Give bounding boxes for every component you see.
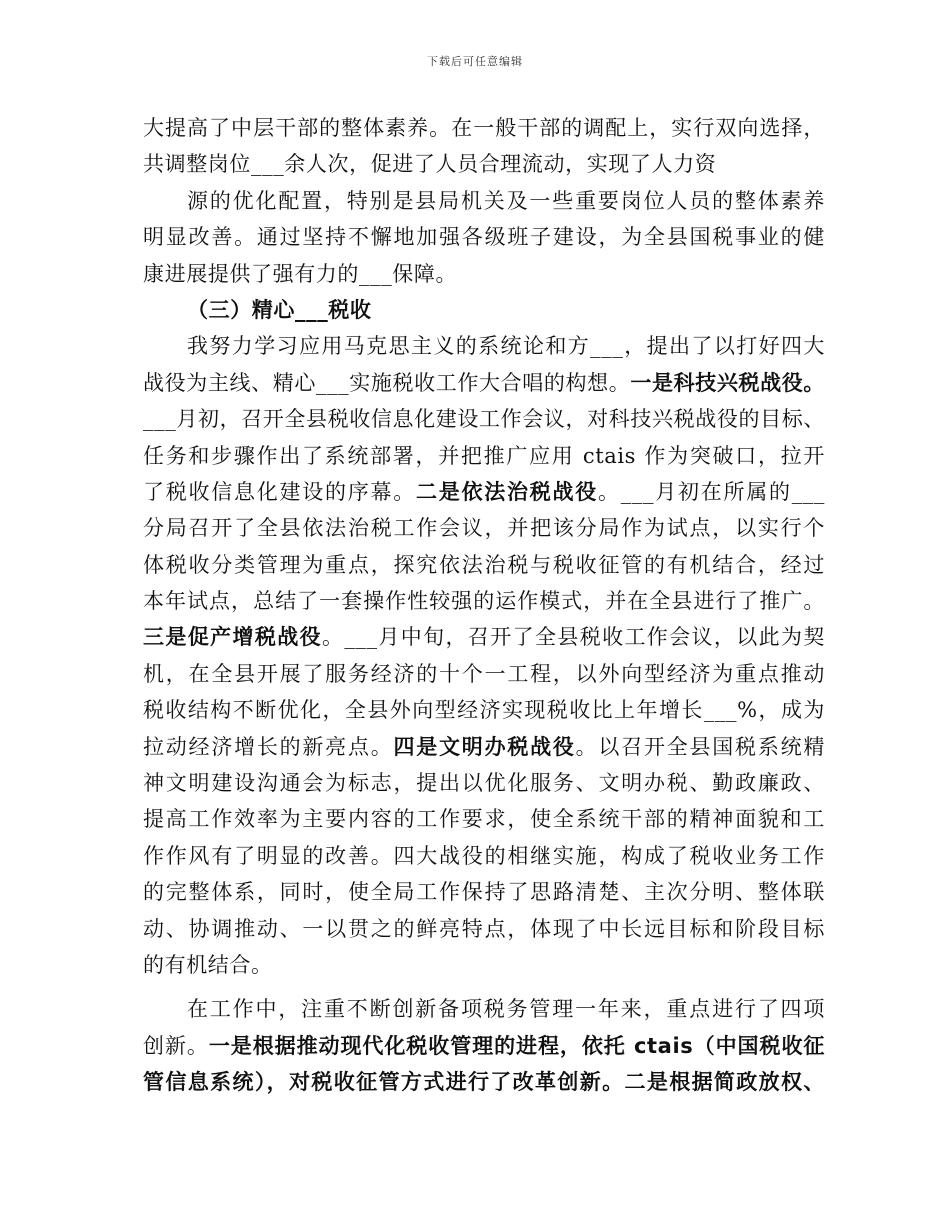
text-line (143, 619, 825, 655)
bold-text: 管信息系统），对税收征管方式进行了改革创新。二是根据简政放权、 (143, 1070, 825, 1095)
text-line: 任务和步骤作出了系统部署，并把推广应用 ctais 作为突破口，拉开 (143, 443, 825, 468)
text-line: 的完整体系，同时，使全局工作保持了思路清楚、主次分明、整体联 (143, 880, 825, 905)
paragraph-1 (143, 110, 825, 183)
text-line: 的有机结合。 (143, 952, 273, 977)
paragraph-4 (143, 991, 825, 1100)
text-line: 体税收分类管理为重点，探究依法治税与税收征管的有机结合，经过 (143, 552, 825, 577)
text-line: 税收结构不断优化，全县外向型经济实现税收比上年增长___%，成为 (143, 698, 825, 723)
text-line: 作作风有了明显的改善。四大战役的相继实施，构成了税收业务工作 (143, 843, 825, 868)
text-line: 神文明建设沟通会为标志，提出以优化服务、文明办税、勤政廉政、 (143, 771, 825, 796)
text-line (143, 1064, 825, 1100)
text-line (143, 1028, 825, 1064)
text-line: 提高工作效率为主要内容的工作要求，使全系统干部的精神面貌和工 (143, 807, 825, 832)
bold-text: 一是科技兴税战役。 (630, 370, 825, 395)
text-span: 。以召开全县国税系统精 (575, 734, 825, 759)
bold-text: 二是依法治税战役 (416, 479, 598, 504)
paragraph-gap (143, 983, 825, 991)
paragraph-2 (143, 183, 825, 292)
text-line (143, 474, 825, 510)
page-header: 下载后可任意编辑 (427, 55, 523, 68)
text-line: 本年试点，总结了一套操作性较强的运作模式，并在全县进行了推广。 (143, 589, 825, 614)
text-span: 拉动经济增长的新亮点。 (143, 734, 394, 759)
text-line: 源的优化配置，特别是县局机关及一些重要岗位人员的整体素养 (187, 188, 825, 213)
text-line: 分局召开了全县依法治税工作会议，并把该分局作为试点，以实行个 (143, 516, 825, 541)
text-line: 康进展提供了强有力的___保障。 (143, 261, 458, 286)
text-line: 明显改善。通过坚持不懈地加强各级班子建设，为全县国税事业的健 (143, 225, 825, 250)
text-span: 创新。 (143, 1033, 209, 1058)
text-line (143, 729, 825, 765)
text-span: 。___月初在所属的___ (598, 479, 825, 504)
bold-text: 三是促产增税战役 (143, 625, 322, 650)
text-line: 我努力学习应用马克思主义的系统论和方___，提出了以打好四大 (187, 334, 825, 359)
bold-text: 四是文明办税战役 (393, 734, 576, 759)
bold-text: 一是根据推动现代化税收管理的进程，依托 ctais（中国税收征 (208, 1033, 825, 1058)
text-span: 。___月中旬，召开了全县税收工作会议，以此为契 (321, 625, 825, 650)
text-line: 共调整岗位___余人次，促进了人员合理流动，实现了人力资 (143, 152, 717, 177)
text-line: 动、协调推动、一以贯之的鲜亮特点，体现了中长远目标和阶段目标 (143, 916, 825, 941)
text-line: 机，在全县开展了服务经济的十个一工程，以外向型经济为重点推动 (143, 661, 825, 686)
section-heading: （三）精心___税收 (187, 297, 372, 322)
paragraph-3 (143, 328, 825, 983)
text-span: 了税收信息化建设的序幕。 (143, 479, 416, 504)
text-span: 战役为主线、精心___实施税收工作大合唱的构想。 (143, 370, 631, 395)
text-line: ___月初，召开全县税收信息化建设工作会议，对科技兴税战役的目标、 (143, 407, 825, 432)
text-line (143, 365, 825, 401)
text-line: 大提高了中层干部的整体素养。在一般干部的调配上，实行双向选择， (143, 116, 825, 140)
document-body (143, 110, 825, 1101)
text-line: 在工作中，注重不断创新备项税务管理一年来，重点进行了四项 (187, 997, 825, 1022)
